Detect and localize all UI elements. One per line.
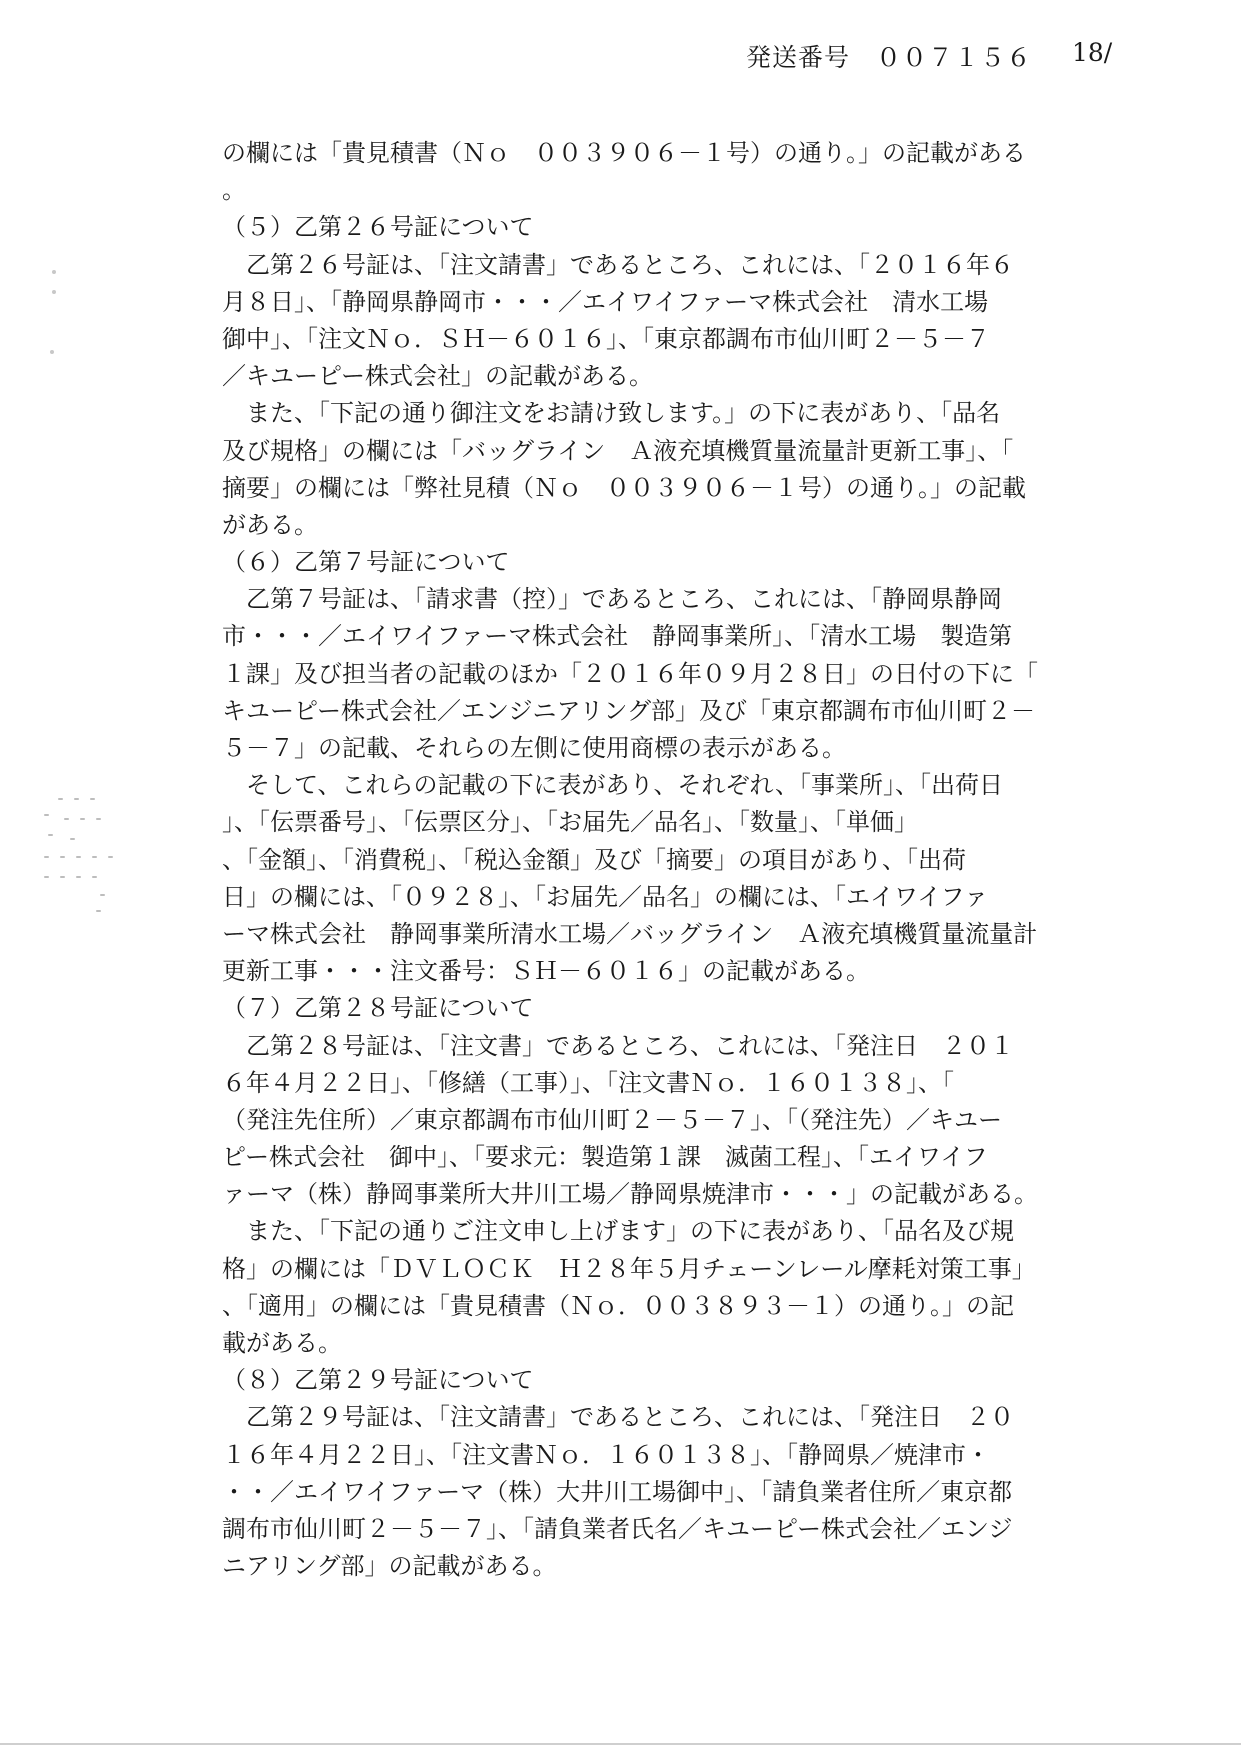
text-line: ピー株式会社 御中」、「要求元：製造第１課 滅菌工程」、「エイワイフ	[222, 1143, 988, 1172]
text-line: 月８日」、「静岡県静岡市・・・／エイワイファーマ株式会社 清水工場	[222, 287, 989, 316]
section-heading-5: （５）乙第２６号証について	[222, 213, 534, 242]
scan-dot	[52, 290, 56, 294]
text-line: ６年４月２２日」、「修繕（工事）」、「注文書Ｎｏ．１６０１３８」、「	[222, 1068, 954, 1097]
text-line: ァーマ（株）静岡事業所大井川工場／静岡県焼津市・・・」の記載がある。	[222, 1180, 1038, 1209]
text-line: ・・／エイワイファーマ（株）大井川工場御中」、「請負業者住所／東京都	[222, 1477, 1013, 1506]
text-line: ５－７」の記載、それらの左側に使用商標の表示がある。	[222, 734, 846, 762]
text-line: 日」の欄には、「０９２８」、「お届先／品名」の欄には、「エイワイファ	[222, 882, 989, 911]
text-line: １６年４月２２日」、「注文書Ｎｏ．１６０１３８」、「静岡県／焼津市・	[222, 1440, 990, 1469]
document-body	[222, 135, 1082, 1585]
text-line: 乙第７号証は、「請求書（控）」であるところ、これには、「静岡県静岡	[222, 585, 1002, 614]
text-line: ーマ株式会社 静岡事業所清水工場／バッグライン Ａ液充填機質量流量計	[222, 919, 1038, 948]
section-heading-8: （８）乙第２９号証について	[222, 1366, 534, 1395]
text-line: ／キユーピー株式会社」の記載がある。	[222, 362, 654, 391]
text-line: の欄には「貴見積書（Ｎｏ ００３９０６－１号）の通り。」の記載がある	[222, 139, 1026, 167]
text-line: 更新工事・・・注文番号：ＳＨ－６０１６」の記載がある。	[222, 957, 870, 986]
text-line: 摘要」の欄には「弊社見積（Ｎｏ ００３９０６－１号）の通り。」の記載	[222, 473, 1026, 502]
text-line: １課」及び担当者の記載のほか「２０１６年０９月２８日」の日付の下に「	[222, 659, 1038, 688]
text-line: 、「金額」、「消費税」、「税込金額」及び「摘要」の項目があり、「出荷	[222, 845, 966, 874]
text-line: また、「下記の通り御注文をお請け致します。」の下に表があり、「品名	[222, 399, 1001, 428]
section-heading-6: （６）乙第７号証について	[222, 548, 510, 577]
section-heading-7: （７）乙第２８号証について	[222, 994, 534, 1023]
scan-artifacts	[40, 790, 130, 930]
text-line: 乙第２９号証は、「注文請書」であるところ、これには、「発注日 ２０	[222, 1403, 1014, 1432]
text-line: キユーピー株式会社／エンジニアリング部」及び「東京都調布市仙川町２－	[222, 696, 1035, 725]
text-line: また、「下記の通りご注文申し上げます」の下に表があり、「品名及び規	[222, 1217, 1014, 1246]
text-line: 乙第２６号証は、「注文請書」であるところ、これには、「２０１６年６	[222, 250, 1014, 279]
text-line: 載がある。	[222, 1329, 342, 1357]
text-line: がある。	[222, 510, 318, 539]
text-line: 御中」、「注文Ｎｏ．ＳＨ－６０１６」、「東京都調布市仙川町２－５－７	[222, 324, 990, 353]
text-line: 乙第２８号証は、「注文書」であるところ、これには、「発注日 ２０１	[222, 1031, 1014, 1060]
text-line: （発注先住所）／東京都調布市仙川町２－５－７」、「（発注先）／キユー	[222, 1105, 1002, 1134]
text-line: ニアリング部」の記載がある。	[222, 1552, 557, 1581]
text-line: 及び規格」の欄には「バッグライン Ａ液充填機質量流量計更新工事」、「	[222, 436, 1014, 465]
text-line: 市・・・／エイワイファーマ株式会社 静岡事業所」、「清水工場 製造第	[222, 622, 1013, 651]
scan-dot	[52, 270, 56, 274]
dispatch-number: 発送番号 ００７１５６	[746, 43, 1033, 72]
page-marker: 18/	[1072, 38, 1113, 67]
scan-dot	[50, 350, 54, 354]
text-line: 」、「伝票番号」、「伝票区分」、「お届先／品名」、「数量」、「単価」	[222, 808, 918, 837]
text-line: 、「適用」の欄には「貴見積書（Ｎｏ．００３８９３－１）の通り。」の記	[222, 1291, 1014, 1320]
text-line: 格」の欄には「ＤＶＬＯＣＫ Ｈ２８年５月チェーンレール摩耗対策工事」	[222, 1254, 1036, 1283]
text-line: 調布市仙川町２－５－７」、「請負業者氏名／キユーピー株式会社／エンジ	[222, 1514, 1013, 1543]
text-line: そして、これらの記載の下に表があり、それぞれ、「事業所」、「出荷日	[222, 771, 1003, 800]
page-bottom-edge	[0, 1743, 1241, 1745]
text-line: 。	[222, 176, 246, 205]
